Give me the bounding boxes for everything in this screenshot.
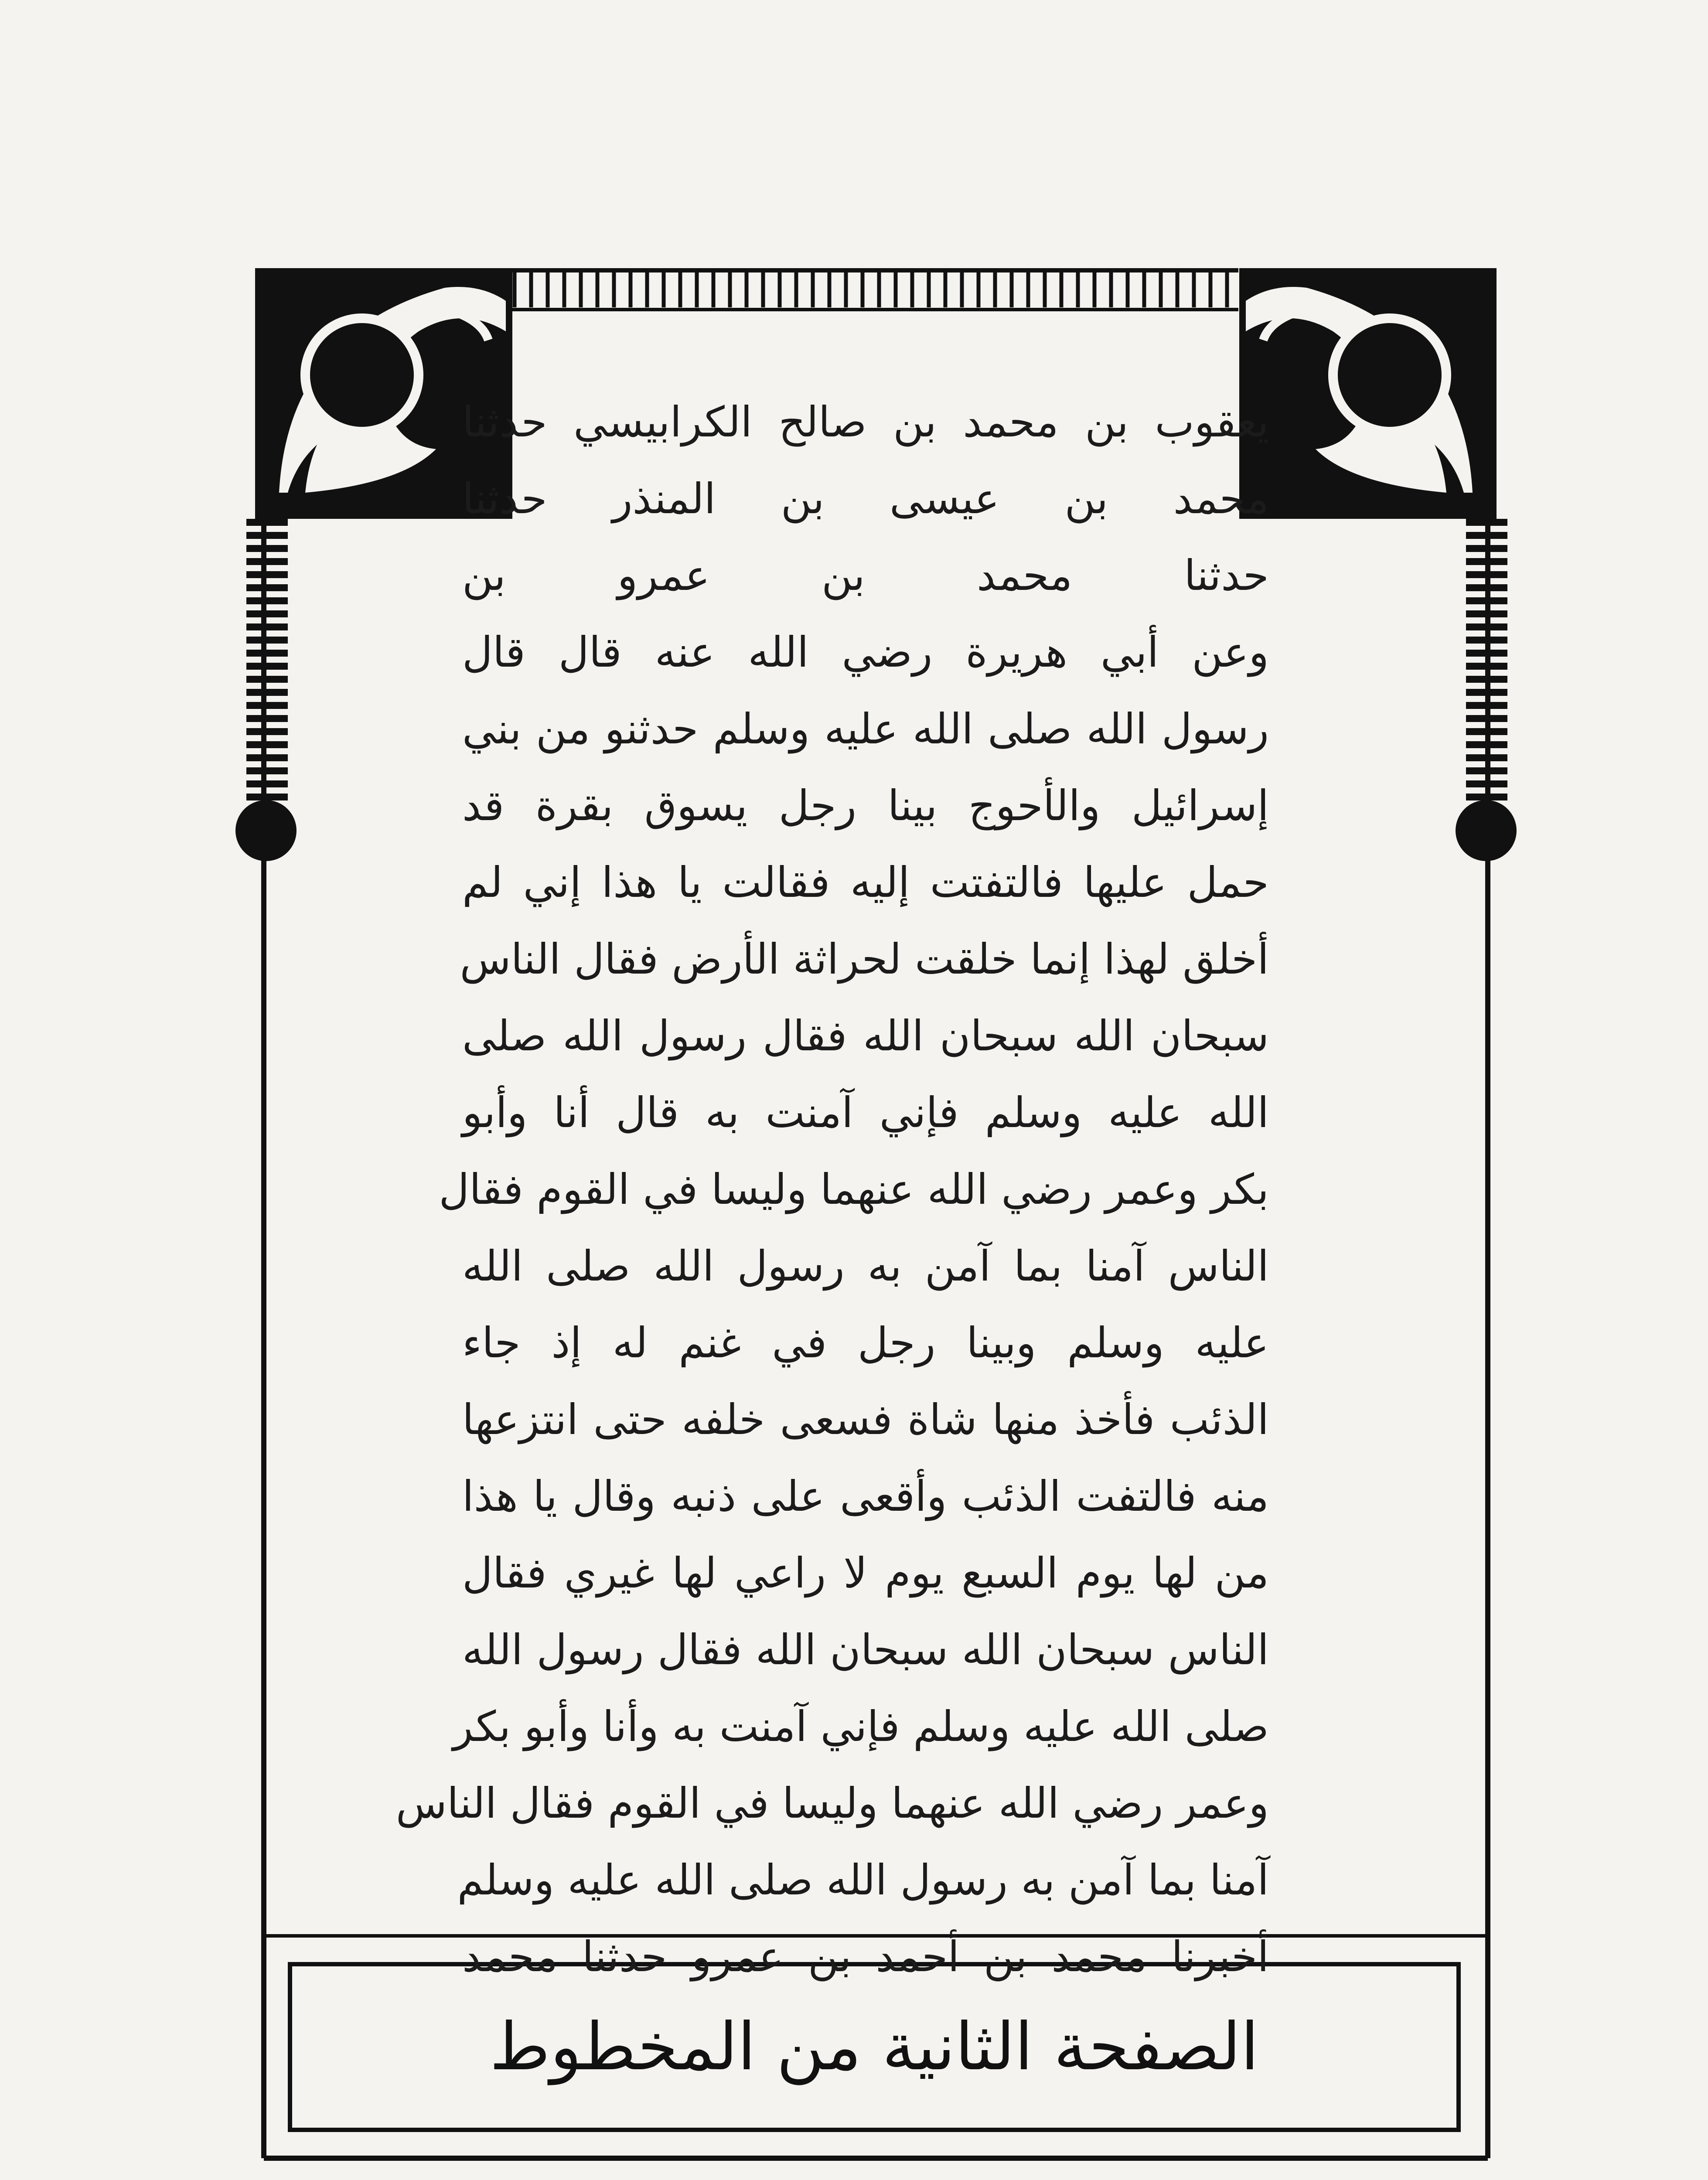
manuscript-text-block <box>395 384 1269 1981</box>
manuscript-line: أخلق لهذا إنما خلقت لحراثة الأرض فقال الناس <box>460 935 1269 984</box>
manuscript-line: يعقوب بن محمد بن صالح الكرابيسي حدثنا <box>462 398 1269 446</box>
manuscript-line: آمنا بما آمن به رسول الله صلى الله عليه وسلم <box>457 1856 1269 1904</box>
manuscript-line: منه فالتفت الذئب وأقعى على ذنبه وقال يا هذا <box>462 1472 1269 1521</box>
manuscript-line: من لها يوم السبع يوم لا راعي لها غيري فقال <box>462 1549 1269 1598</box>
manuscript-line: عليه وسلم وبينا رجل في غنم له إذ جاء <box>462 1318 1269 1367</box>
manuscript-line: رسول الله صلى الله عليه وسلم حدثنو من بني <box>462 705 1269 753</box>
manuscript-line: الناس سبحان الله سبحان الله فقال رسول الله <box>462 1625 1269 1674</box>
manuscript-line: وعن أبي هريرة رضي الله عنه قال قال <box>462 628 1269 677</box>
manuscript-line: الله عليه وسلم فإني آمنت به قال أنا وأبو <box>462 1088 1269 1137</box>
manuscript-line: الذئب فأخذ منها شاة فسعى خلفه حتى انتزعها <box>462 1395 1269 1444</box>
caption-text: الصفحة الثانية من المخطوط <box>489 2009 1259 2085</box>
manuscript-line: الناس آمنا بما آمن به رسول الله صلى الله <box>462 1242 1269 1291</box>
right-knob <box>1456 800 1517 861</box>
manuscript-line: صلى الله عليه وسلم فإني آمنت به وأنا وأبو بكر <box>453 1702 1269 1751</box>
corner-ornament-top-right <box>1239 268 1497 519</box>
manuscript-line: سبحان الله سبحان الله فقال رسول الله صلى <box>462 1012 1269 1060</box>
manuscript-line: إسرائيل والأحوج بينا رجل يسوق بقرة قد <box>462 781 1269 830</box>
manuscript-line: حدثنا محمد بن عمرو بن <box>462 551 1269 600</box>
manuscript-line: محمد بن عيسى بن المنذر حدثنا <box>462 474 1269 523</box>
manuscript-line: أخبرنا محمد بن أحمد بن عمرو حدثنا محمد <box>462 1932 1269 1981</box>
left-knob <box>235 800 297 861</box>
manuscript-line: حمل عليها فالتفتت إليه فقالت يا هذا إني لم <box>462 858 1269 907</box>
manuscript-line: بكر وعمر رضي الله عنهما وليسا في القوم فقال <box>439 1165 1269 1214</box>
manuscript-line: وعمر رضي الله عنهما وليسا في القوم فقال الناس <box>395 1779 1269 1828</box>
